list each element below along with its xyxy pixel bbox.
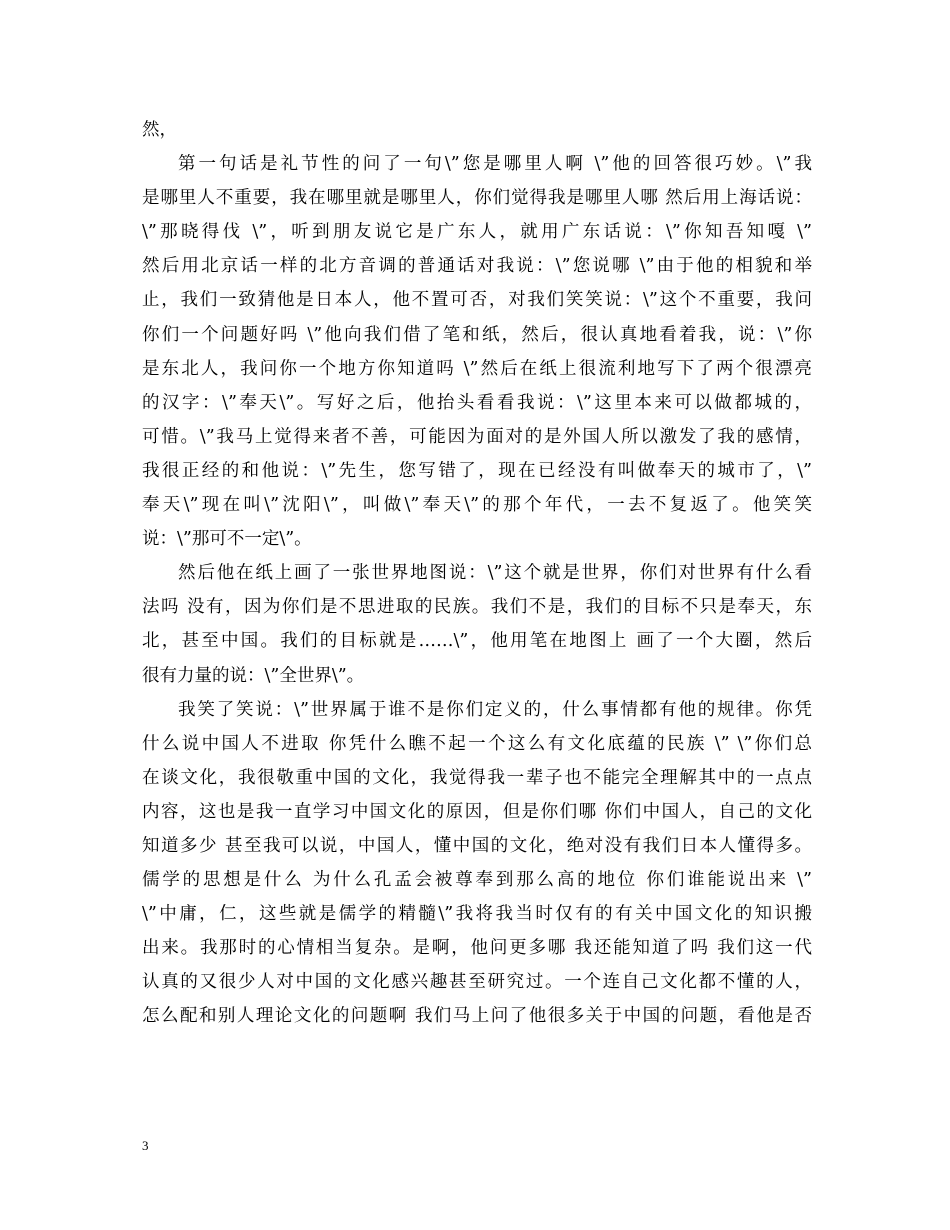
text-line: 很有力量的说：\”全世界\”。 xyxy=(142,665,365,686)
text-line: 出来。我那时的心情相当复杂。是啊，他问更多哪 我还能知道了吗 我们这一代 xyxy=(142,938,812,959)
body-text xyxy=(142,113,812,1034)
text-line: 我很正经的和他说：\”先生，您写错了，现在已经没有叫做奉天的城市了，\” xyxy=(142,460,812,481)
text-line: 奉天\”现在叫\”沈阳\”，叫做\”奉天\”的那个年代，一去不复返了。他笑笑 xyxy=(142,495,812,516)
text-line: 什么说中国人不进取 你凭什么瞧不起一个这么有文化底蕴的民族 \” \”你们总 xyxy=(142,733,812,754)
text-line: 我笑了笑说：\”世界属于谁不是你们定义的，什么事情都有他的规律。你凭 xyxy=(178,699,812,720)
text-line: 然后用北京话一样的北方音调的普通话对我说：\”您说哪 \”由于他的相貌和举 xyxy=(142,256,812,277)
text-line: 说：\”那可不一定\”。 xyxy=(142,529,312,550)
text-line: 内容，这也是我一直学习中国文化的原因，但是你们哪 你们中国人，自己的文化 xyxy=(142,801,812,822)
page-number: 3 xyxy=(142,1138,149,1153)
text-line: \”那晓得伐 \”，听到朋友说它是广东人，就用广东话说：\”你知吾知嘎 \” xyxy=(142,222,812,243)
text-line: 是哪里人不重要，我在哪里就是哪里人，你们觉得我是哪里人哪 然后用上海话说： xyxy=(142,188,812,209)
text-line: 第一句话是礼节性的问了一句\”您是哪里人啊 \”他的回答很巧妙。\”我 xyxy=(178,154,812,175)
text-line: 认真的又很少人对中国的文化感兴趣甚至研究过。一个连自己文化都不懂的人， xyxy=(142,972,812,993)
text-line: 止，我们一致猜他是日本人，他不置可否，对我们笑笑说：\”这个不重要，我问 xyxy=(142,290,812,311)
text-line: 是东北人，我问你一个地方你知道吗 \”然后在纸上很流利地写下了两个很漂亮 xyxy=(142,358,812,379)
text-line: 可惜。\”我马上觉得来者不善，可能因为面对的是外国人所以激发了我的感情， xyxy=(142,426,812,447)
text-line: 法吗 没有，因为你们是不思进取的民族。我们不是，我们的目标不只是奉天，东 xyxy=(142,597,812,618)
text-line: 怎么配和别人理论文化的问题啊 我们马上问了他很多关于中国的问题，看他是否 xyxy=(142,1006,812,1027)
text-line: 然， xyxy=(142,120,177,140)
text-line: 的汉字：\”奉天\”。写好之后，他抬头看看我说：\”这里本来可以做都城的， xyxy=(142,392,812,413)
text-line: 儒学的思想是什么 为什么孔孟会被尊奉到那么高的地位 你们谁能说出来 \” xyxy=(142,870,812,891)
text-line: 你们一个问题好吗 \”他向我们借了笔和纸，然后，很认真地看着我，说：\”你 xyxy=(142,324,812,345)
text-line: \”中庸，仁，这些就是儒学的精髓\”我将我当时仅有的有关中国文化的知识搬 xyxy=(142,904,812,925)
text-line: 然后他在纸上画了一张世界地图说：\”这个就是世界，你们对世界有什么看 xyxy=(178,563,812,584)
text-line: 在谈文化，我很敬重中国的文化，我觉得我一辈子也不能完全理解其中的一点点 xyxy=(142,767,812,788)
text-line: 北，甚至中国。我们的目标就是……\”，他用笔在地图上 画了一个大圈，然后 xyxy=(142,631,812,652)
text-line: 知道多少 甚至我可以说，中国人，懂中国的文化，绝对没有我们日本人懂得多。 xyxy=(142,835,812,856)
